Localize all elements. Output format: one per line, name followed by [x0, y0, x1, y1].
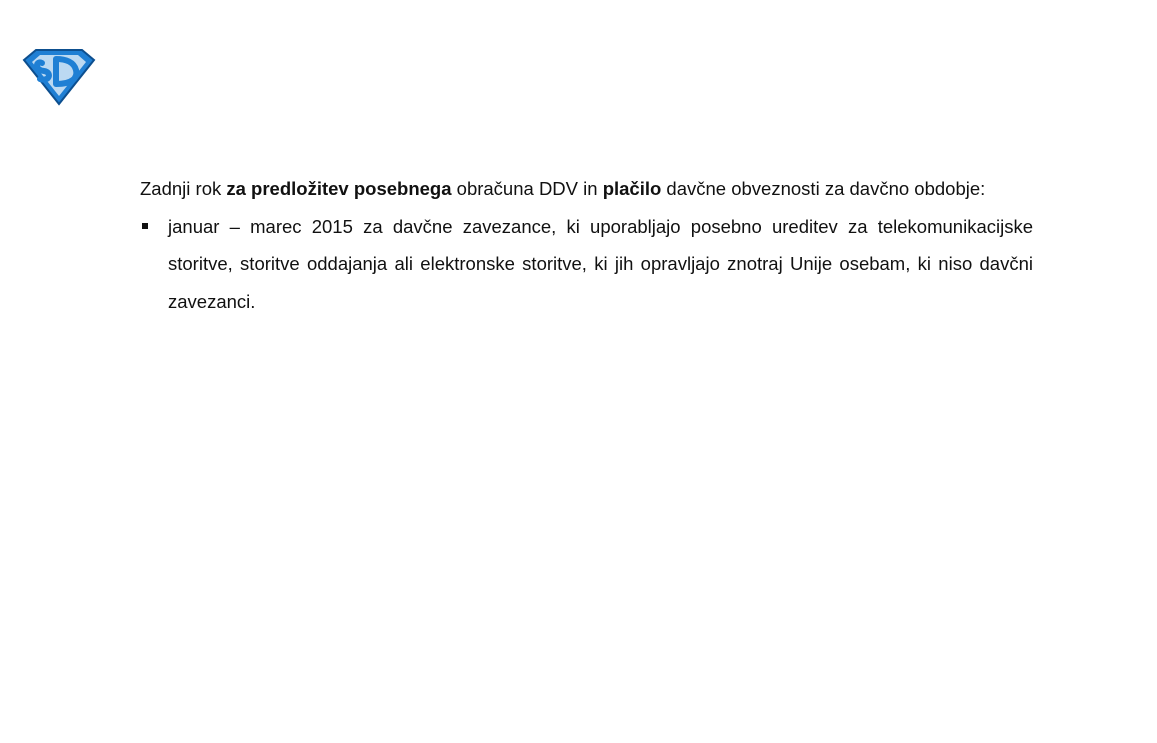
- intro-paragraph: [140, 170, 1033, 208]
- square-bullet-icon: [142, 223, 148, 229]
- intro-text-3: davčne obveznosti za davčno obdobje:: [661, 178, 986, 199]
- intro-text-1: Zadnji rok: [140, 178, 227, 199]
- bullet-list: [140, 208, 1033, 321]
- intro-text-2: obračuna DDV in: [451, 178, 603, 199]
- list-item: [140, 208, 1033, 321]
- list-item-text: januar – marec 2015 za davčne zavezance, ki uporabljajo posebno ureditev za telekomunikacijske storitve, storitve oddajanja ali elektronske storitve, ki jih opravljajo znotraj Unije osebam, ki niso davčni zavezanci.: [168, 215, 1033, 312]
- intro-text-bold-2: plačilo: [602, 178, 662, 199]
- document-body: [140, 170, 1033, 320]
- shield-logo-icon: [22, 48, 96, 106]
- intro-text-bold-1: za predložitev posebnega: [226, 178, 452, 199]
- sd-logo: [22, 48, 96, 106]
